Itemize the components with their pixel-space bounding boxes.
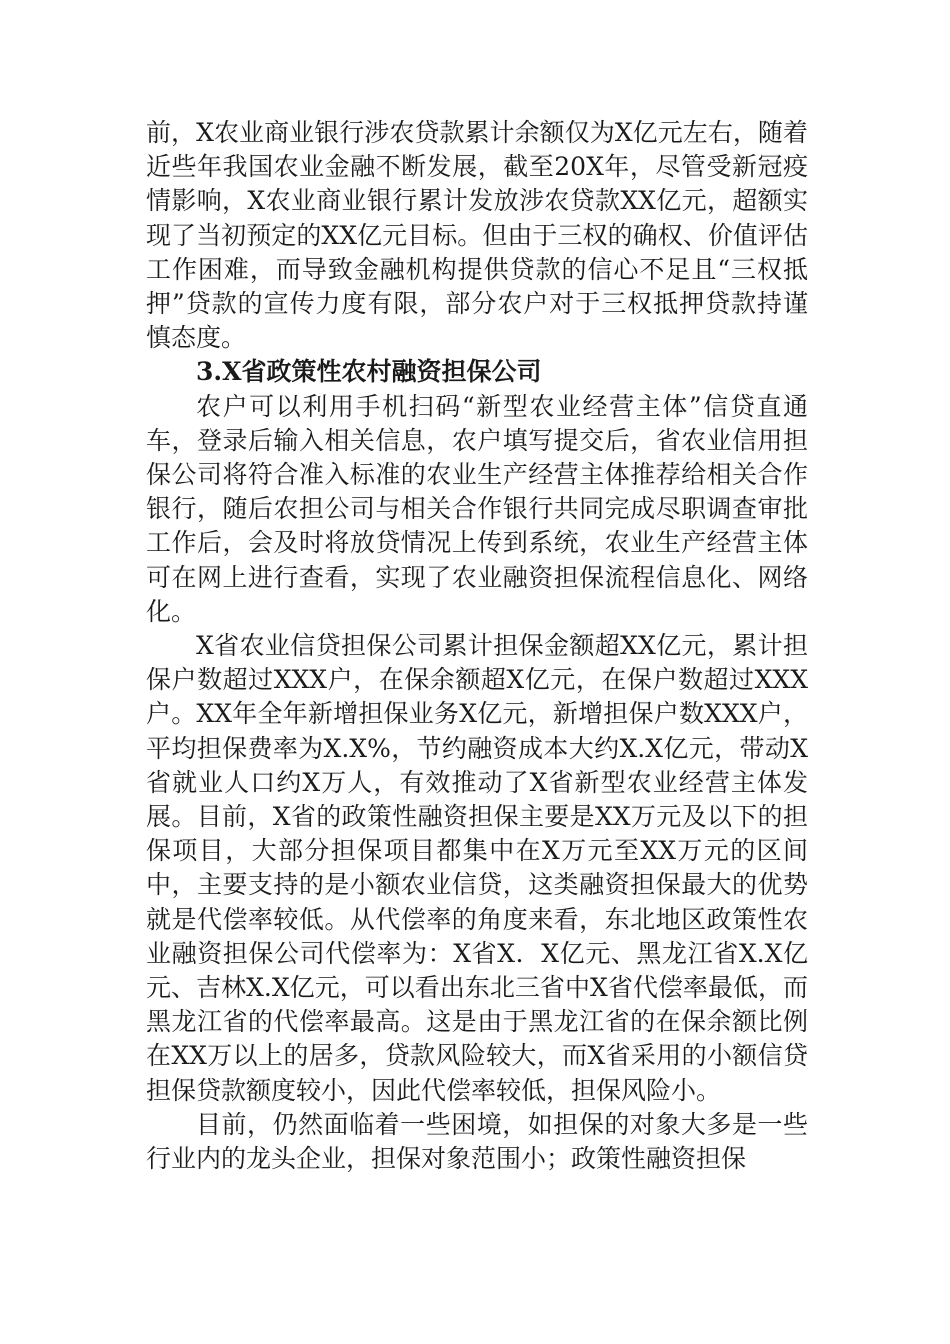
section-heading: 3.X省政策性农村融资担保公司 xyxy=(196,357,542,387)
paragraph-continuation: 前，X农业商业银行涉农贷款累计余额仅为X亿元左右，随着近些年我国农业金融不断发展，截至20X年，尽管受新冠疫情影响，X农业商业银行累计发放涉农贷款XX亿元，超额实现了当初预定的XX亿元目标。但由于三权的确权、价值评估工作困难，而导致金融机构提供贷款的信心不足且“三权抵押”贷款的宣传力度有限，部分农户对于三权抵押贷款持谨慎态度。 xyxy=(146,118,808,353)
paragraph-current-difficulties: 目前，仍然面临着一些困境，如担保的对象大多是一些行业内的龙头企业，担保对象范围小；政策性融资担保 xyxy=(146,1109,808,1174)
paragraph-credit-express: 农户可以利用手机扫码“新型农业经营主体”信贷直通车，登录后输入相关信息，农户填写提交后，省农业信用担保公司将符合准入标准的农业生产经营主体推荐给相关合作银行，随后农担公司与相关合作银行共同完成尽职调查审批工作后，会及时将放贷情况上传到系统，农业生产经营主体可在网上进行查看，实现了农业融资担保流程信息化、网络化。 xyxy=(146,391,808,626)
paragraph-guarantee-statistics: X省农业信贷担保公司累计担保金额超XX亿元，累计担保户数超过XXX户，在保余额超X亿元，在保户数超过XXX户。XX年全年新增担保业务X亿元，新增担保户数XXX户，平均担保费率为X.X%，节约融资成本大约X.X亿元，带动X省就业人口约X万人，有效推动了X省新型农业经营主体发展。目前，X省的政策性融资担保主要是XX万元及以下的担保项目，大部分担保项目都集中在X万元至XX万元的区间中，主要支持的是小额农业信贷，这类融资担保最大的优势就是代偿率较低。从代偿率的角度来看，东北地区政策性农业融资担保公司代偿率为：X省X．X亿元、黑龙江省X.X亿元、吉林X.X亿元，可以看出东北三省中X省代偿率最低，而黑龙江省的代偿率最高。这是由于黑龙江省的在保余额比例在XX万以上的居多，贷款风险较大，而X省采用的小额信贷担保贷款额度较小，因此代偿率较低，担保风险小。 xyxy=(146,631,808,1105)
document-body xyxy=(146,116,808,1176)
